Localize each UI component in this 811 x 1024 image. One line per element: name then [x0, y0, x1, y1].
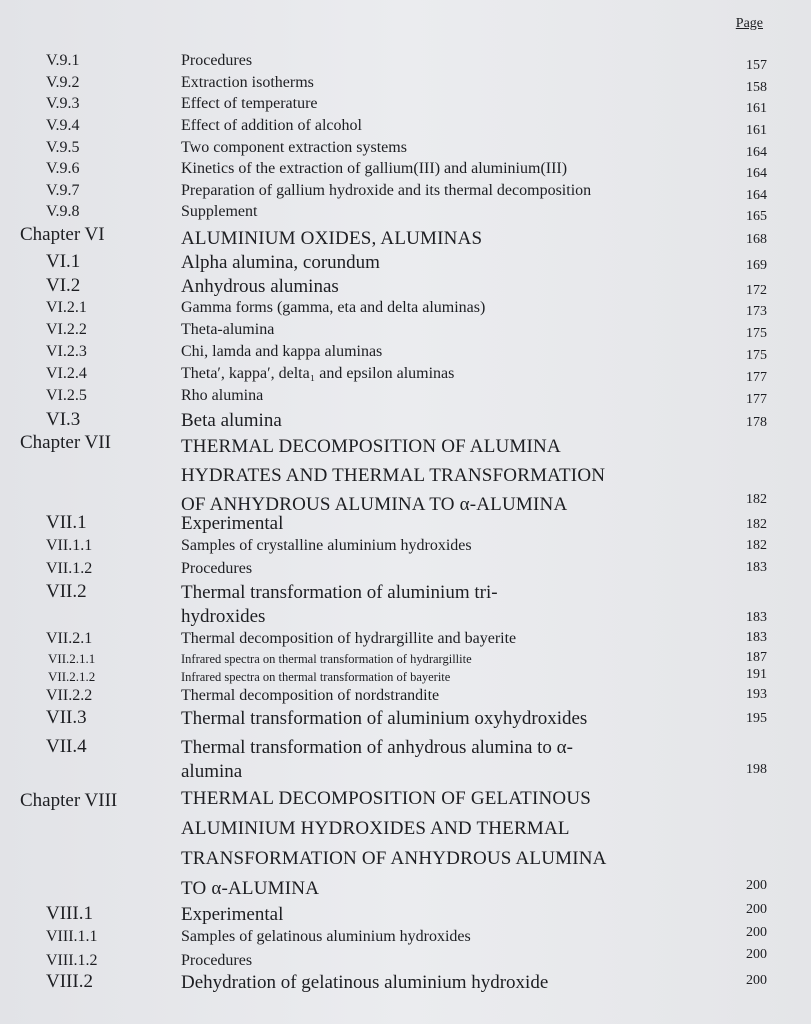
entry-page: 198 — [746, 762, 767, 777]
entry-number: V.9.1 — [46, 52, 80, 69]
entry-title: Procedures — [181, 952, 253, 969]
entry-number: VIII.2 — [46, 971, 93, 992]
entry-title: Effect of addition of alcohol — [181, 117, 362, 134]
entry-page: 157 — [746, 58, 767, 73]
entry-number: VI.2.4 — [46, 365, 87, 382]
entry-page: 175 — [746, 348, 767, 363]
entry-number: VIII.1.2 — [46, 952, 98, 969]
entry-page: 182 — [746, 517, 767, 532]
entry-title: Thermal transformation of aluminium tri- hydroxides — [181, 582, 498, 627]
entry-page: 200 — [746, 973, 767, 988]
entry-title: Samples of gelatinous aluminium hydroxides — [181, 928, 471, 945]
entry-title: Supplement — [181, 203, 258, 220]
entry-title: Samples of crystalline aluminium hydroxides — [181, 537, 472, 554]
entry-page: 161 — [746, 123, 767, 138]
entry-title: Experimental — [181, 904, 284, 925]
entry-number: VII.3 — [46, 707, 87, 728]
entry-title: Effect of temperature — [181, 95, 318, 112]
entry-title: Chi, lamda and kappa aluminas — [181, 343, 383, 360]
entry-title: Alpha alumina, corundum — [181, 252, 380, 273]
entry-page: 200 — [746, 902, 767, 917]
chapter-title: THERMAL DECOMPOSITION OF ALUMINA HYDRATES AND THERMAL TRANSFORMATION OF ANHYDROUS ALUMINA TO α-ALUMINA — [181, 436, 606, 515]
entry-page: 164 — [746, 188, 767, 203]
entry-page: 200 — [746, 878, 767, 893]
entry-title: Two component extraction systems — [181, 139, 407, 156]
entry-title: Thermal transformation of anhydrous alumina to α- alumina — [181, 737, 573, 782]
entry-title: Theta-alumina — [181, 321, 275, 338]
entry-page: 168 — [746, 232, 767, 247]
entry-number: VI.2.1 — [46, 299, 87, 316]
entry-page: 182 — [746, 538, 767, 553]
entry-number: VII.1.2 — [46, 560, 93, 577]
entry-page: 173 — [746, 304, 767, 319]
chapter-number: Chapter VIII — [20, 790, 118, 811]
entry-number: V.9.2 — [46, 74, 80, 91]
entry-title: Thermal decomposition of nordstrandite — [181, 687, 440, 704]
entry-page: 191 — [746, 667, 767, 682]
entry-number: V.9.8 — [46, 203, 80, 220]
entry-page: 178 — [746, 415, 767, 430]
entry-title: Rho alumina — [181, 387, 264, 404]
entry-title: Thermal transformation of aluminium oxyhydroxides — [181, 708, 588, 729]
entry-title: Extraction isotherms — [181, 74, 314, 91]
entry-number: VII.2 — [46, 581, 87, 602]
entry-page: 161 — [746, 101, 767, 116]
entry-page: 177 — [746, 370, 767, 385]
entry-title: Gamma forms (gamma, eta and delta aluminas) — [181, 299, 486, 316]
entry-number: VI.3 — [46, 409, 81, 430]
entry-title: Beta alumina — [181, 410, 282, 431]
entry-title: Experimental — [181, 513, 284, 534]
entry-title: Infrared spectra on thermal transformation of hydrargillite — [181, 652, 472, 666]
entry-title: Preparation of gallium hydroxide and its thermal decomposition — [181, 182, 592, 199]
entry-number: VI.1 — [46, 251, 81, 272]
entry-number: VI.2.5 — [46, 387, 87, 404]
entry-page: 183 — [746, 630, 767, 645]
entry-number: V.9.4 — [46, 117, 80, 134]
entry-number: VII.2.1.1 — [48, 651, 96, 666]
entry-page: 172 — [746, 283, 767, 298]
entry-page: 183 — [746, 560, 767, 575]
entry-page: 183 — [746, 610, 767, 625]
entry-number: V.9.3 — [46, 95, 80, 112]
entry-title: Dehydration of gelatinous aluminium hydroxide — [181, 972, 549, 993]
entry-title: Thermal decomposition of hydrargillite and bayerite — [181, 630, 517, 647]
entry-page: 175 — [746, 326, 767, 341]
chapter-number: Chapter VII — [20, 432, 111, 453]
entry-title: Procedures — [181, 52, 253, 69]
entry-page: 164 — [746, 145, 767, 160]
entry-number: VIII.1.1 — [46, 928, 98, 945]
entry-page: 200 — [746, 925, 767, 940]
entry-number: V.9.5 — [46, 139, 80, 156]
entry-number: V.9.7 — [46, 182, 80, 199]
entry-page: 158 — [746, 80, 767, 95]
chapter-number: Chapter VI — [20, 224, 105, 245]
entry-number: VII.2.2 — [46, 687, 93, 704]
entry-title: Infrared spectra on thermal transformation of bayerite — [181, 670, 451, 684]
entry-number: VI.2.2 — [46, 321, 87, 338]
entry-number: VIII.1 — [46, 903, 93, 924]
entry-page: 182 — [746, 492, 767, 507]
entry-page: 164 — [746, 166, 767, 181]
entry-page: 169 — [746, 258, 767, 273]
entry-number: VI.2 — [46, 275, 81, 296]
entry-number: VII.2.1 — [46, 630, 93, 647]
entry-page: 187 — [746, 650, 767, 665]
entry-number: VII.2.1.2 — [48, 669, 96, 684]
entry-page: 200 — [746, 947, 767, 962]
entry-page: 195 — [746, 711, 767, 726]
entry-page: 165 — [746, 209, 767, 224]
entry-page: 177 — [746, 392, 767, 407]
entry-number: V.9.6 — [46, 160, 80, 177]
entry-title: Kinetics of the extraction of gallium(III) and aluminium(III) — [181, 160, 568, 177]
entry-title: Theta′, kappa′, delta₁ and epsilon aluminas — [181, 365, 455, 382]
chapter-title: ALUMINIUM OXIDES, ALUMINAS — [181, 228, 483, 249]
page-column-label: Page — [735, 16, 763, 31]
entry-title: Anhydrous aluminas — [181, 276, 339, 297]
entry-number: VII.1.1 — [46, 537, 93, 554]
entry-number: VI.2.3 — [46, 343, 87, 360]
entry-number: VII.4 — [46, 736, 87, 757]
entry-number: VII.1 — [46, 512, 87, 533]
entry-page: 193 — [746, 687, 767, 702]
chapter-title: THERMAL DECOMPOSITION OF GELATINOUS ALUMINIUM HYDROXIDES AND THERMAL TRANSFORMATION OF ANHYDROUS ALUMINA TO α-ALUMINA — [181, 788, 607, 899]
entry-title: Procedures — [181, 560, 253, 577]
